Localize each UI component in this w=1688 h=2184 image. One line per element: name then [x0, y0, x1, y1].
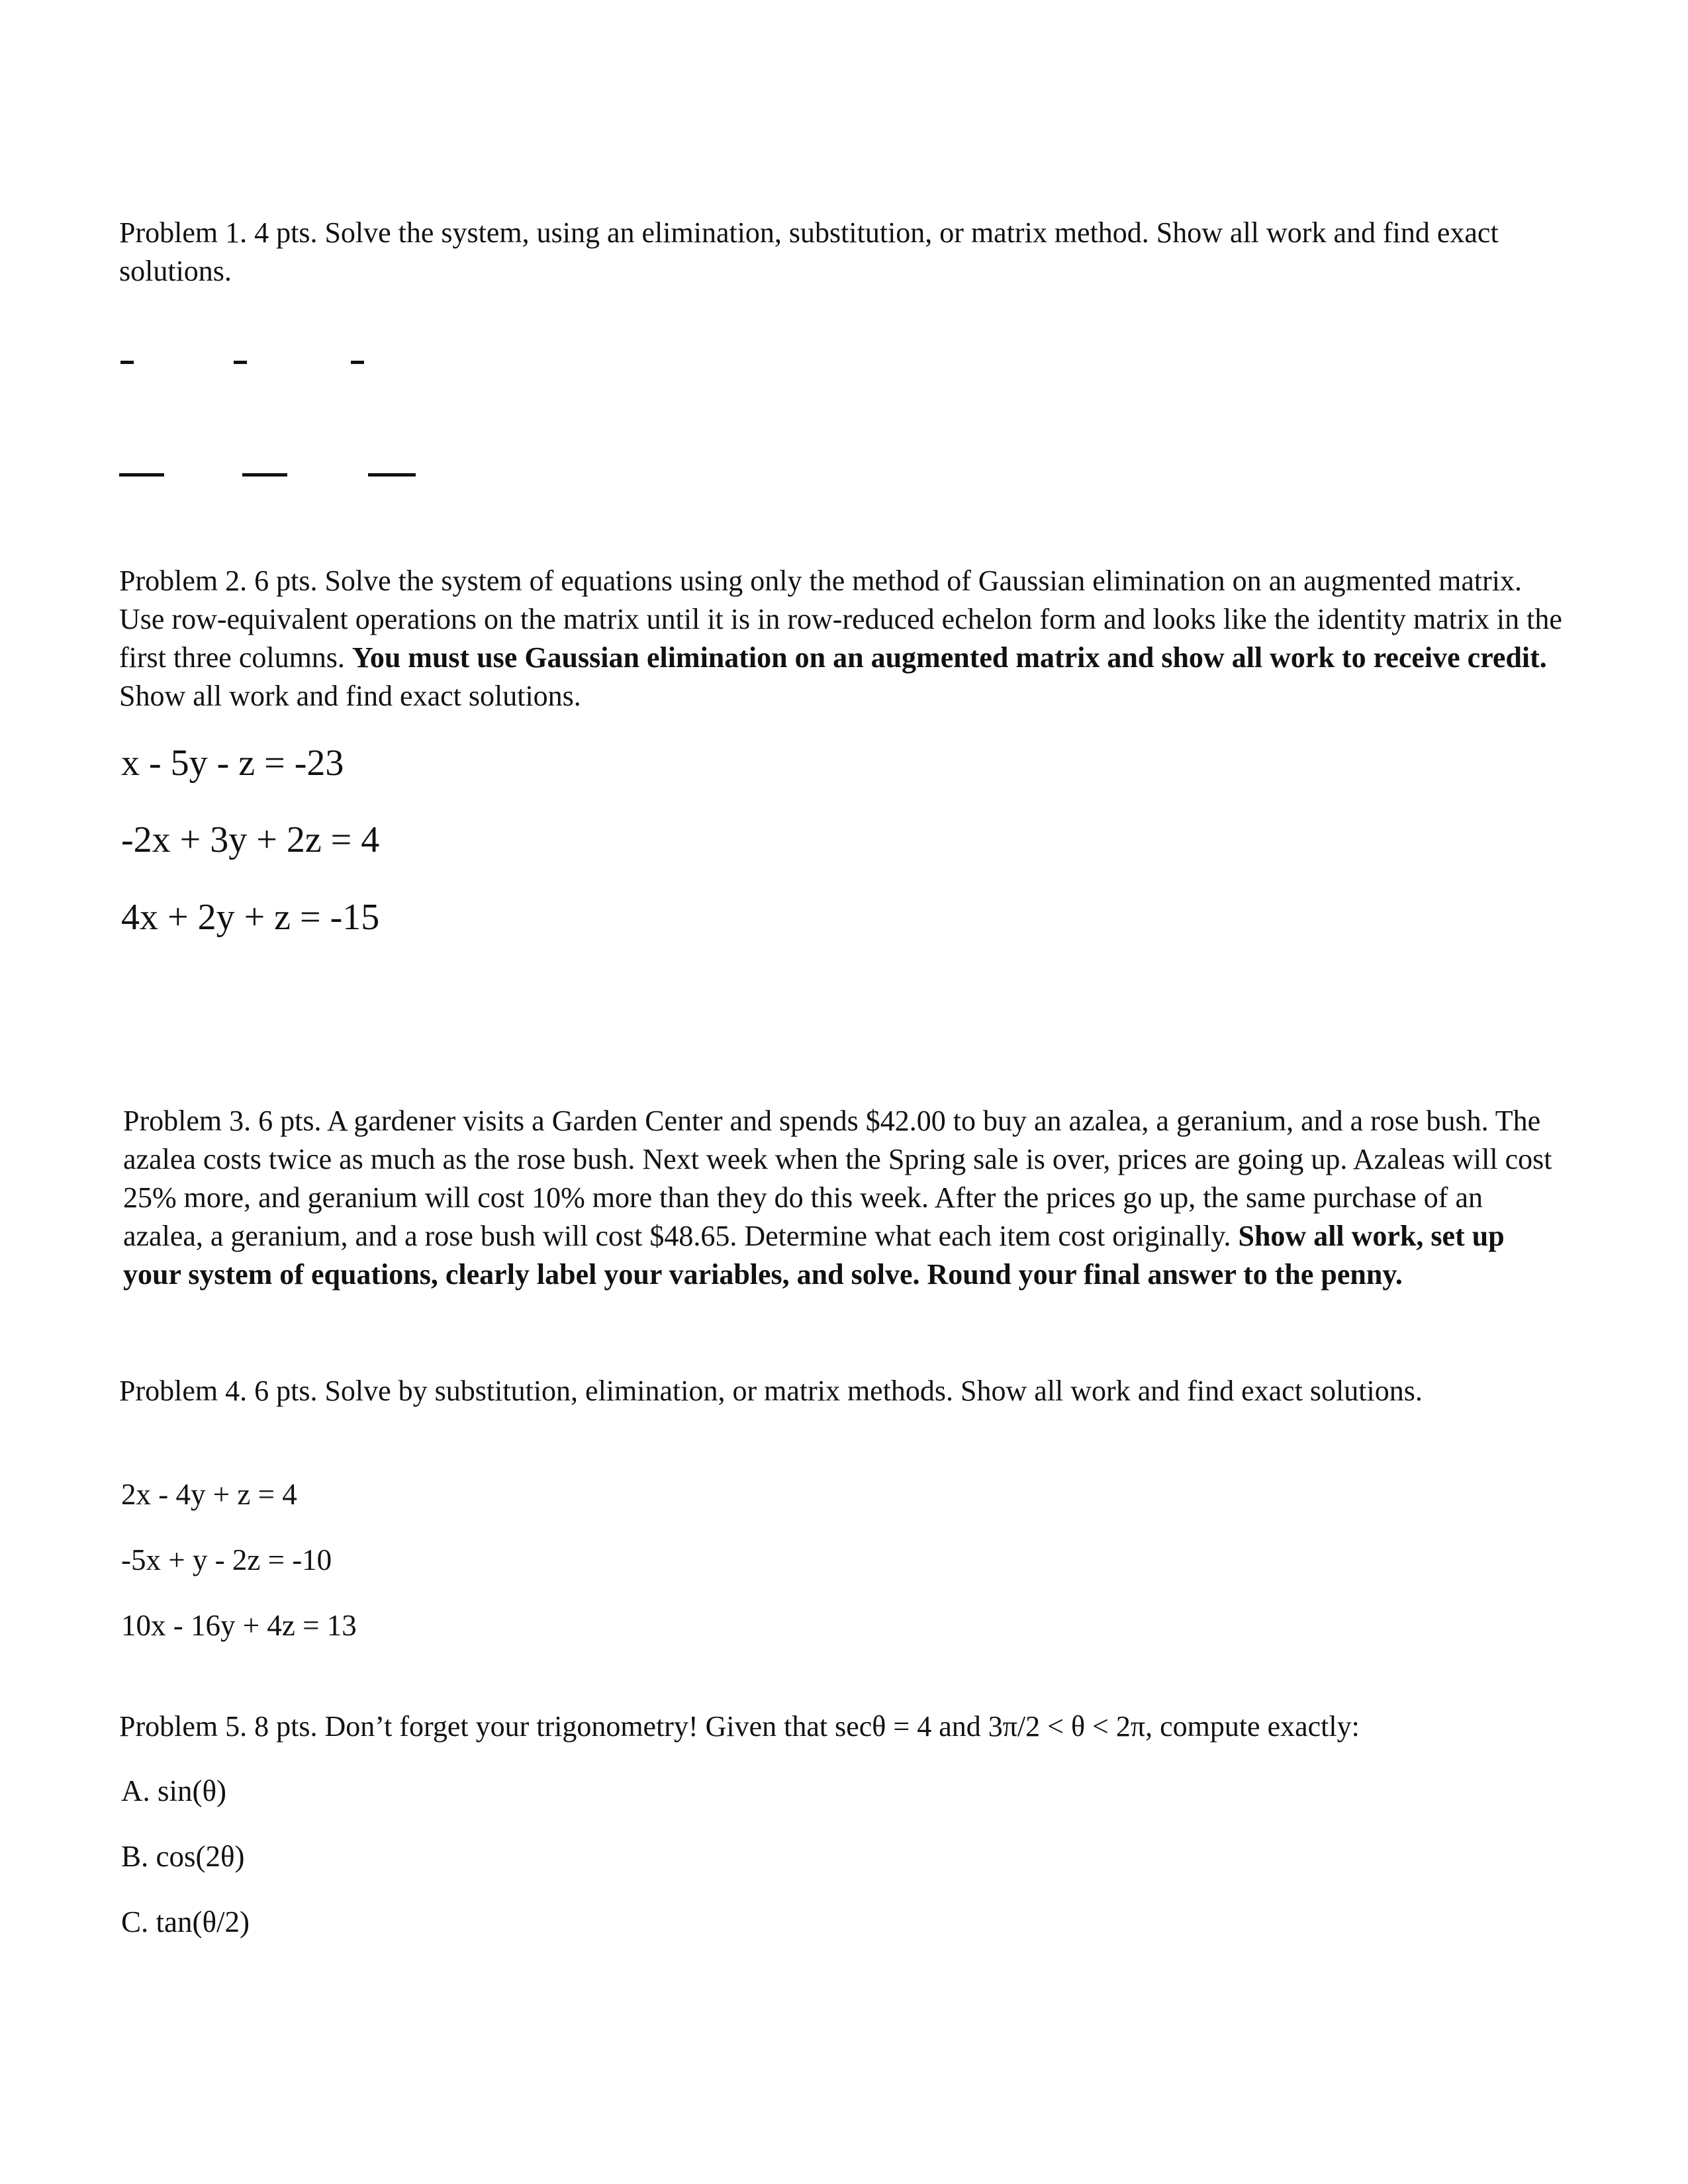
- problem-4-equation: -5x + y - 2z = -10: [121, 1543, 332, 1576]
- fraction-dash: [120, 361, 134, 364]
- fraction-bar: [119, 473, 164, 477]
- problem-2-equation: 4x + 2y + z = -15: [121, 897, 380, 938]
- problem-4-equation: 2x - 4y + z = 4: [121, 1478, 297, 1511]
- problem-5-text: Problem 5. 8 pts. Don’t forget your trigonometry! Given that secθ = 4 and 3π/2 < θ < 2π, compute exactly:: [119, 1710, 1360, 1743]
- problem-2-equation: -2x + 3y + 2z = 4: [121, 819, 380, 860]
- problem-2-equation: x - 5y - z = -23: [121, 743, 344, 784]
- problem-5-part-c: C. tan(θ/2): [121, 1905, 250, 1938]
- fraction-bar: [368, 473, 416, 477]
- fraction-dash: [351, 361, 364, 364]
- problem-5-part-a: A. sin(θ): [121, 1774, 227, 1807]
- problem-5-part-b: B. cos(2θ): [121, 1840, 245, 1873]
- problem-4-equation: 10x - 16y + 4z = 13: [121, 1609, 357, 1642]
- problem-3-text: Problem 3. 6 pts. A gardener visits a Garden Center and spends $42.00 to buy an azalea, a geranium, and a rose bush. The azalea costs twice as much as the rose bush. Next week when the Spring sale is over, prices are going up. Azaleas will cost 25% more, and geranium will cost 10% more than they do this week. After the prices go up, the same purchase of an azalea, a geranium, and a rose bush will cost $48.65. Determine what each item cost originally. Show all work, set up your system of equations, clearly label your variables, and solve. Round your final answer to the penny.: [123, 1105, 1552, 1291]
- problem-2-bold-instruction: You must use Gaussian elimination on an augmented matrix and show all work to receive credit.: [352, 641, 1547, 674]
- problem-1-text: Problem 1. 4 pts. Solve the system, using an elimination, substitution, or matrix method. Show all work and find exact solutions.: [119, 216, 1499, 287]
- fraction-dash: [234, 361, 247, 364]
- problem-2-text: Problem 2. 6 pts. Solve the system of equations using only the method of Gaussian elimination on an augmented matrix. Use row-equivalent operations on the matrix until it is in row-reduced echelon form and looks like the identity matrix in the first three columns. You must use Gaussian elimination on an augmented matrix and show all work to receive credit. Show all work and find exact solutions.: [119, 565, 1562, 712]
- problem-3-bold-instruction: Show all work, set up your system of equations, clearly label your variables, and solve. Round your final answer to the penny.: [123, 1220, 1505, 1291]
- fraction-bar: [242, 473, 287, 477]
- problem-4-text: Problem 4. 6 pts. Solve by substitution, elimination, or matrix methods. Show all work and find exact solutions.: [119, 1375, 1423, 1407]
